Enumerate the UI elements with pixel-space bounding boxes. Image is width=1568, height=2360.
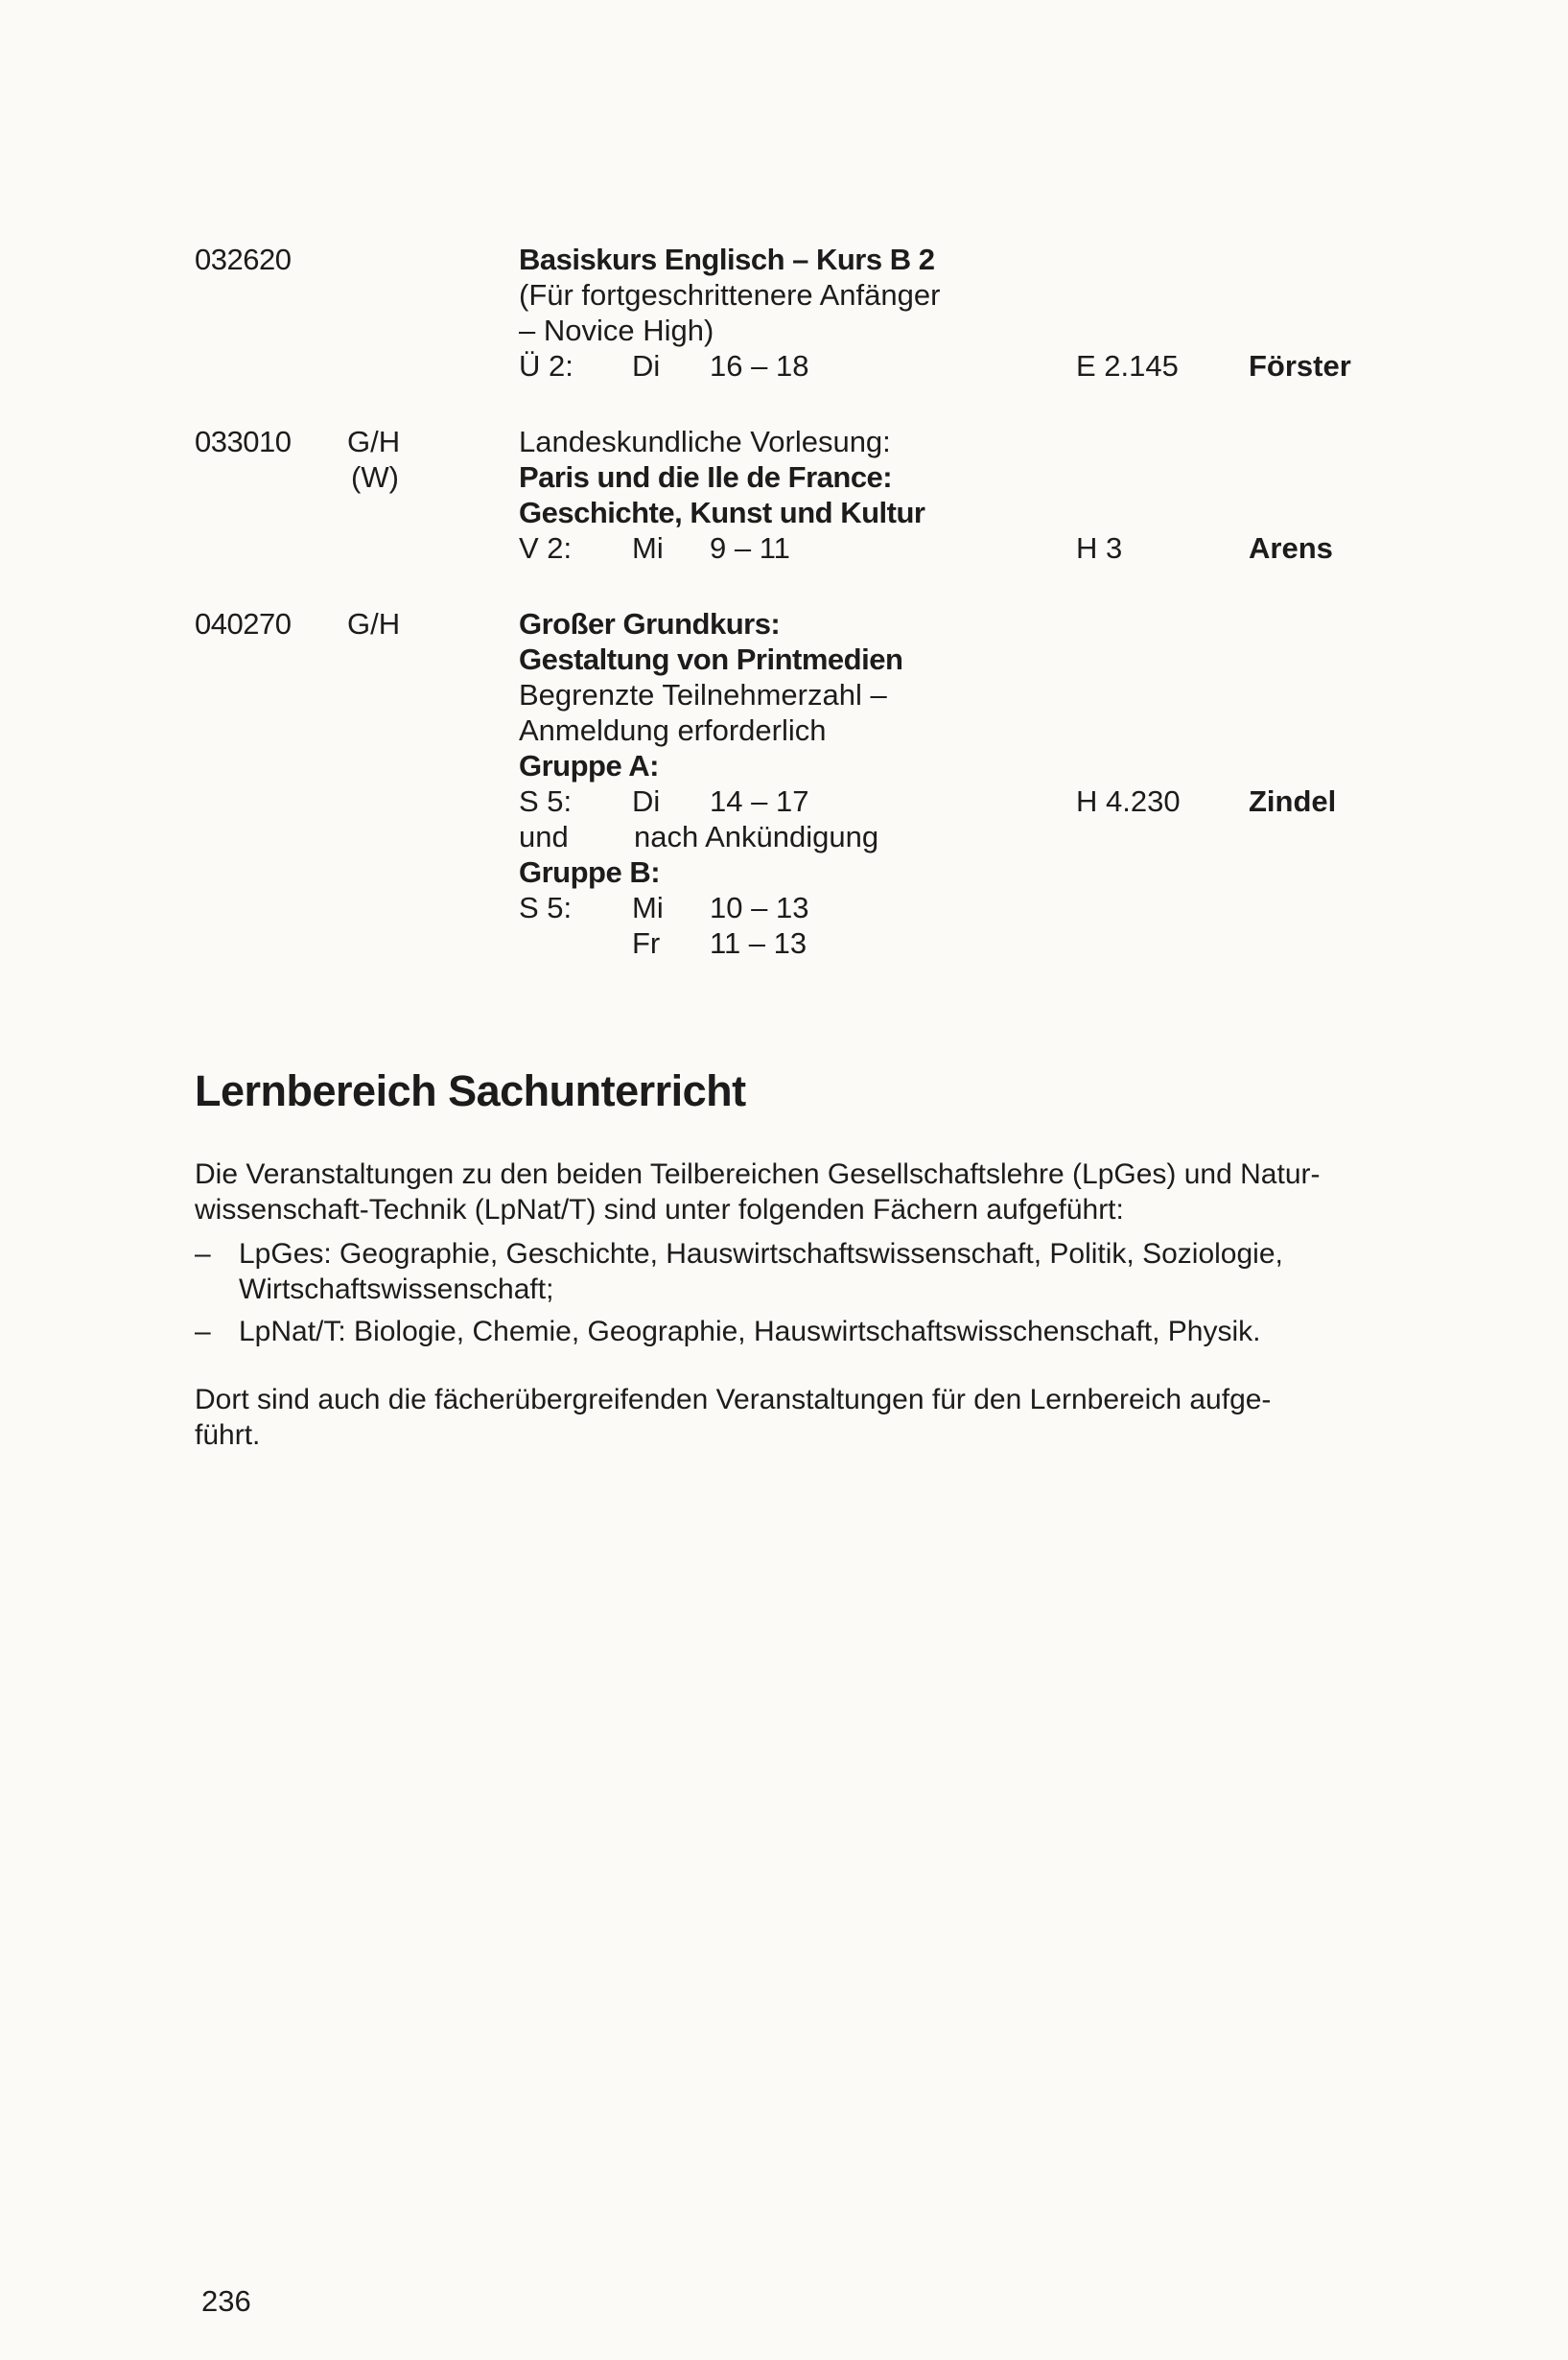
course-details	[519, 606, 1075, 961]
course-room: H 4.230	[1076, 784, 1181, 818]
course-details	[519, 242, 1075, 384]
course-code	[347, 424, 400, 495]
section-intro-line: wissenschaft-Technik (LpNat/T) sind unter folgenden Fächern aufgeführt:	[195, 1194, 1124, 1226]
group-a-label: Gruppe A:	[519, 749, 659, 783]
section-title: Lernbereich Sachunterricht	[195, 1066, 746, 1115]
group-a-schedule	[519, 783, 1075, 819]
page-number: 236	[201, 2284, 251, 2318]
course-day: Mi	[632, 531, 664, 565]
bullet-text	[239, 1314, 1428, 1349]
course-schedule	[519, 348, 1075, 384]
course-code-main: G/H	[347, 607, 401, 641]
course-lecturer: Zindel	[1249, 784, 1337, 818]
course-time: 11 – 13	[710, 926, 807, 960]
course-type: Ü 2:	[519, 349, 573, 383]
course-type: S 5:	[519, 784, 573, 818]
course-title: Geschichte, Kunst und Kultur	[519, 496, 925, 529]
course-code	[347, 606, 400, 642]
section-closing-line: Dort sind auch die fächerübergreifenden Veranstaltungen für den Lernbereich aufge-	[195, 1384, 1272, 1415]
group-a-extra	[519, 819, 1075, 854]
section-intro	[195, 1157, 1432, 1227]
course-number: 040270	[195, 607, 292, 641]
course-note: – Novice High)	[519, 314, 714, 347]
course-code-main: G/H	[347, 425, 401, 458]
course-title: Paris und die Ile de France:	[519, 460, 893, 494]
course-title: Großer Grundkurs:	[519, 607, 781, 641]
course-time: 10 – 13	[710, 891, 809, 924]
course-room: H 3	[1076, 531, 1123, 565]
course-note: (Für fortgeschrittenere Anfänger	[519, 278, 941, 312]
course-title: Gestaltung von Printmedien	[519, 643, 903, 676]
course-lecturer: Arens	[1249, 531, 1333, 565]
course-number: 033010	[195, 425, 292, 458]
course-note: Begrenzte Teilnehmerzahl –	[519, 678, 887, 712]
course-type: S 5:	[519, 891, 573, 924]
course-number: 032620	[195, 243, 292, 276]
bullet-line: Wirtschaftswissenschaft;	[239, 1273, 554, 1305]
course-title: Basiskurs Englisch – Kurs B 2	[519, 243, 935, 276]
course-day: Fr	[632, 926, 661, 960]
bullet-text	[239, 1236, 1428, 1307]
section-closing-line: führt.	[195, 1419, 261, 1451]
course-type: V 2:	[519, 531, 573, 565]
course-note: Anmeldung erforderlich	[519, 713, 827, 747]
course-code-sub: (W)	[351, 460, 399, 494]
group-a-extra-prefix: und	[519, 820, 569, 853]
section-intro-line: Die Veranstaltungen zu den beiden Teilbereichen Gesellschaftslehre (LpGes) und Natur-	[195, 1158, 1321, 1190]
course-intro: Landeskundliche Vorlesung:	[519, 425, 891, 458]
group-b-schedule-2	[519, 925, 1075, 961]
course-time: 9 – 11	[710, 531, 790, 565]
group-b-schedule-1	[519, 890, 1075, 925]
bullet-dash: –	[195, 1238, 211, 1270]
course-day: Di	[632, 784, 661, 818]
course-day: Mi	[632, 891, 664, 924]
group-a-extra-text: nach Ankündigung	[634, 820, 879, 853]
course-day: Di	[632, 349, 661, 383]
course-time: 16 – 18	[710, 349, 809, 383]
bullet-line: LpNat/T: Biologie, Chemie, Geographie, Hauswirtschaftswisschenschaft, Physik.	[239, 1316, 1261, 1347]
section-closing	[195, 1382, 1432, 1453]
bullet-dash: –	[195, 1316, 211, 1347]
course-lecturer: Förster	[1249, 349, 1351, 383]
course-schedule	[519, 530, 1075, 566]
course-details	[519, 424, 1075, 566]
course-room: E 2.145	[1076, 349, 1179, 383]
group-b-label: Gruppe B:	[519, 855, 661, 889]
bullet-line: LpGes: Geographie, Geschichte, Hauswirtschaftswissenschaft, Politik, Soziologie,	[239, 1238, 1283, 1270]
course-time: 14 – 17	[710, 784, 809, 818]
